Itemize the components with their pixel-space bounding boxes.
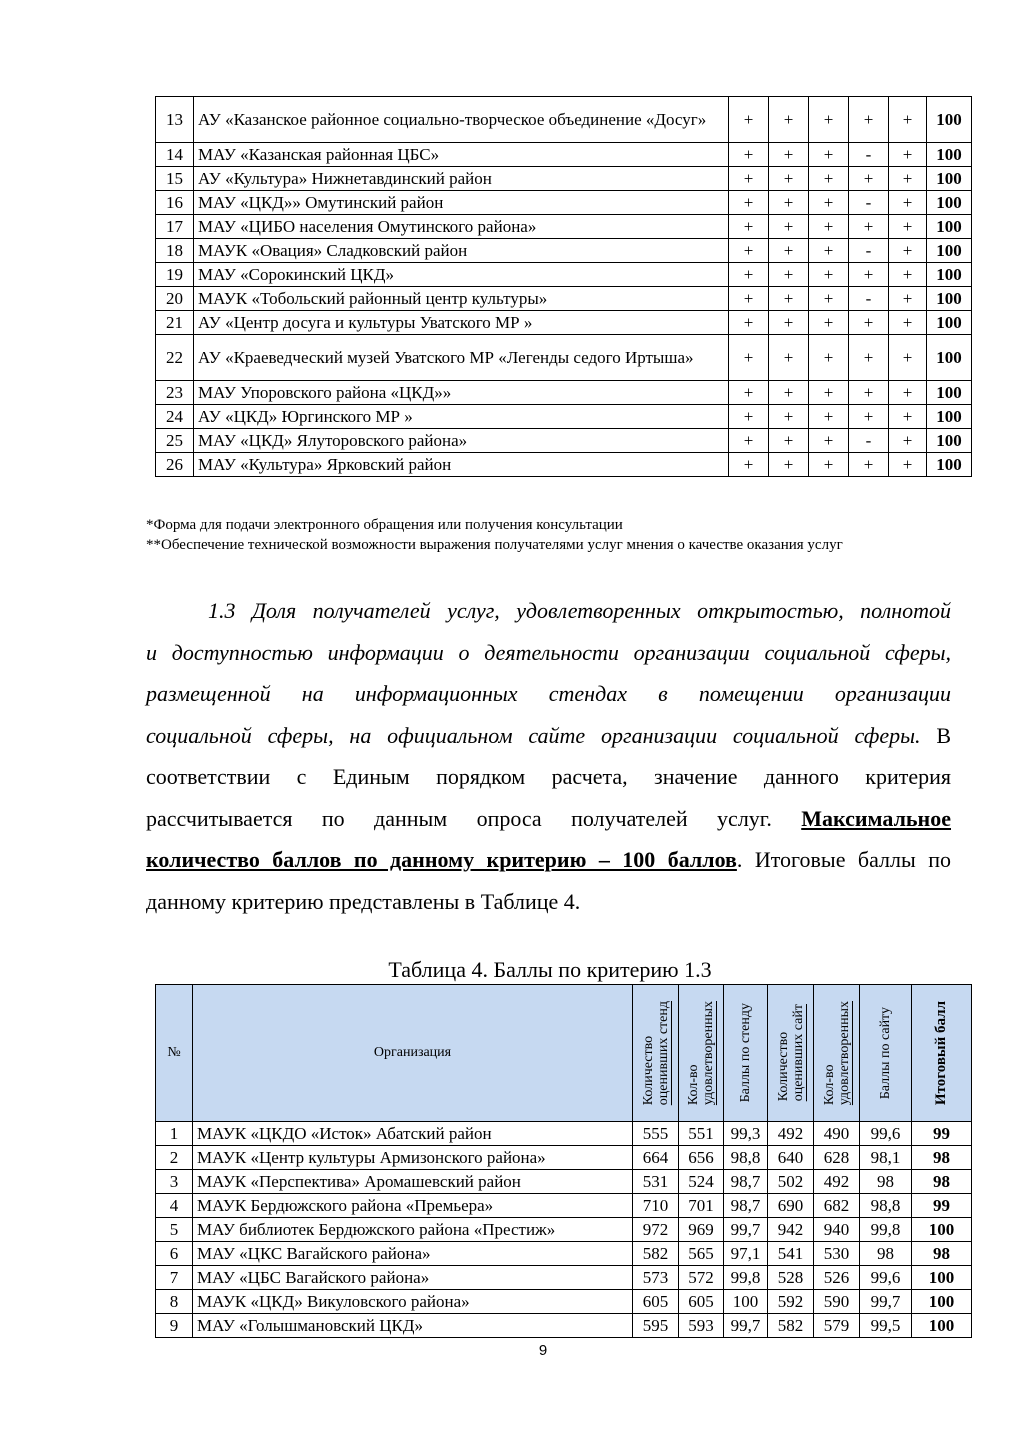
criterion-mark: + <box>849 311 889 335</box>
criteria-table-continued <box>155 96 972 477</box>
site-satisfied-cell: 490 <box>814 1122 860 1146</box>
organization-name: МАУ «Культура» Ярковский район <box>194 453 729 477</box>
row-number: 6 <box>156 1242 193 1266</box>
criterion-mark: + <box>849 453 889 477</box>
criterion-mark: + <box>849 405 889 429</box>
criterion-mark: + <box>769 287 809 311</box>
stand-score-cell: 100 <box>724 1290 768 1314</box>
stand-satisfied-cell: 701 <box>679 1194 724 1218</box>
row-number: 9 <box>156 1314 193 1338</box>
criterion-mark: + <box>729 263 769 287</box>
table-row <box>156 1242 972 1266</box>
organization-name: АУ «Культура» Нижнетавдинский район <box>194 167 729 191</box>
row-number: 1 <box>156 1122 193 1146</box>
site-score-cell: 98,8 <box>860 1194 912 1218</box>
table-row <box>156 311 972 335</box>
header-site-score: Баллы по сайту <box>860 985 912 1122</box>
criterion-mark: + <box>809 215 849 239</box>
header-stand-satisfied: Кол-во удовлетворенных <box>679 985 724 1122</box>
stand-satisfied-cell: 969 <box>679 1218 724 1242</box>
site-satisfied-cell: 628 <box>814 1146 860 1170</box>
criterion-mark: + <box>729 191 769 215</box>
organization-name: МАУК «Перспектива» Аромашевский район <box>193 1170 633 1194</box>
criterion-mark: + <box>889 239 927 263</box>
row-score: 100 <box>927 239 972 263</box>
row-number: 16 <box>156 191 194 215</box>
site-satisfied-cell: 579 <box>814 1314 860 1338</box>
row-number: 5 <box>156 1218 193 1242</box>
criterion-mark: + <box>769 215 809 239</box>
criterion-mark: + <box>809 97 849 143</box>
total-score-cell: 100 <box>912 1218 972 1242</box>
stand-satisfied-cell: 605 <box>679 1290 724 1314</box>
row-score: 100 <box>927 405 972 429</box>
table-row <box>156 405 972 429</box>
organization-name: МАУ «ЦБС Вагайского района» <box>193 1266 633 1290</box>
site-raters-cell: 942 <box>768 1218 814 1242</box>
row-score: 100 <box>927 429 972 453</box>
total-score-cell: 99 <box>912 1122 972 1146</box>
organization-name: МАУ «Сорокинский ЦКД» <box>194 263 729 287</box>
header-stand-score: Баллы по стенду <box>724 985 768 1122</box>
header-number: № <box>156 985 193 1122</box>
organization-name: МАУ «ЦКД»» Омутинский район <box>194 191 729 215</box>
site-satisfied-cell: 682 <box>814 1194 860 1218</box>
row-number: 19 <box>156 263 194 287</box>
criterion-mark: + <box>729 311 769 335</box>
table-row <box>156 453 972 477</box>
row-number: 14 <box>156 143 194 167</box>
organization-name: МАУ Упоровского района «ЦКД»» <box>194 381 729 405</box>
criterion-mark: + <box>729 405 769 429</box>
criterion-mark: + <box>769 405 809 429</box>
site-raters-cell: 640 <box>768 1146 814 1170</box>
table-row <box>156 263 972 287</box>
site-raters-cell: 690 <box>768 1194 814 1218</box>
stand-satisfied-cell: 572 <box>679 1266 724 1290</box>
criteria-table-body <box>156 97 972 477</box>
paragraph-line-5: соответствии с Единым порядком расчета, значение данного критерия <box>146 764 951 789</box>
stand-satisfied-cell: 593 <box>679 1314 724 1338</box>
paragraph-line-8: данному критерию представлены в Таблице 4. <box>146 888 581 914</box>
criterion-mark: + <box>769 453 809 477</box>
criterion-mark: + <box>809 287 849 311</box>
footnotes <box>146 515 843 555</box>
stand-score-cell: 98,7 <box>724 1170 768 1194</box>
site-raters-cell: 582 <box>768 1314 814 1338</box>
table-row <box>156 191 972 215</box>
row-number: 25 <box>156 429 194 453</box>
criterion-mark: - <box>849 429 889 453</box>
organization-name: МАУ библиотек Бердюжского района «Престиж» <box>193 1218 633 1242</box>
criterion-mark: + <box>729 381 769 405</box>
table-row <box>156 1290 972 1314</box>
stand-raters-cell: 595 <box>633 1314 679 1338</box>
criterion-mark: + <box>809 263 849 287</box>
organization-name: МАУ «ЦИБО населения Омутинского района» <box>194 215 729 239</box>
row-number: 22 <box>156 335 194 381</box>
criterion-mark: + <box>889 429 927 453</box>
table-row <box>156 1194 972 1218</box>
criterion-mark: + <box>849 167 889 191</box>
row-number: 18 <box>156 239 194 263</box>
row-number: 15 <box>156 167 194 191</box>
organization-name: МАУК «Тобольский районный центр культуры» <box>194 287 729 311</box>
site-raters-cell: 541 <box>768 1242 814 1266</box>
total-score-cell: 100 <box>912 1266 972 1290</box>
criterion-mark: + <box>889 191 927 215</box>
criterion-mark: + <box>809 167 849 191</box>
row-number: 17 <box>156 215 194 239</box>
row-number: 3 <box>156 1170 193 1194</box>
row-number: 4 <box>156 1194 193 1218</box>
total-score-cell: 100 <box>912 1314 972 1338</box>
table-row <box>156 239 972 263</box>
criterion-mark: + <box>809 191 849 215</box>
header-site-raters: Количество оценивших сайт <box>768 985 814 1122</box>
row-number: 24 <box>156 405 194 429</box>
criterion-mark: + <box>769 167 809 191</box>
table-row <box>156 1218 972 1242</box>
criterion-mark: + <box>729 239 769 263</box>
site-satisfied-cell: 530 <box>814 1242 860 1266</box>
row-score: 100 <box>927 311 972 335</box>
table-row <box>156 1122 972 1146</box>
table-row <box>156 215 972 239</box>
row-score: 100 <box>927 167 972 191</box>
site-score-cell: 98 <box>860 1170 912 1194</box>
table-row <box>156 429 972 453</box>
header-total-score: Итоговый балл <box>912 985 972 1122</box>
stand-raters-cell: 531 <box>633 1170 679 1194</box>
criterion-mark: + <box>729 453 769 477</box>
scores-table-header <box>156 985 972 1122</box>
footnote-2: **Обеспечение технической возможности выражения получателями услуг мнения о качестве оказания услуг <box>146 537 843 553</box>
criterion-mark: + <box>849 263 889 287</box>
site-raters-cell: 528 <box>768 1266 814 1290</box>
row-score: 100 <box>927 381 972 405</box>
criterion-mark: - <box>849 191 889 215</box>
table-row <box>156 1146 972 1170</box>
stand-raters-cell: 582 <box>633 1242 679 1266</box>
paragraph-line-1: 1.3 Доля получателей услуг, удовлетворенных открытостью, полнотой <box>208 598 951 623</box>
header-site-satisfied: Кол-во удовлетворенных <box>814 985 860 1122</box>
total-score-cell: 99 <box>912 1194 972 1218</box>
criterion-mark: + <box>729 167 769 191</box>
row-number: 8 <box>156 1290 193 1314</box>
header-stand-raters: Количество оценивших стенд <box>633 985 679 1122</box>
organization-name: АУ «Центр досуга и культуры Уватского МР » <box>194 311 729 335</box>
criterion-mark: + <box>769 381 809 405</box>
stand-satisfied-cell: 565 <box>679 1242 724 1266</box>
site-satisfied-cell: 492 <box>814 1170 860 1194</box>
row-number: 21 <box>156 311 194 335</box>
total-score-cell: 100 <box>912 1290 972 1314</box>
total-score-cell: 98 <box>912 1146 972 1170</box>
stand-score-cell: 99,7 <box>724 1314 768 1338</box>
stand-raters-cell: 972 <box>633 1218 679 1242</box>
organization-name: МАУК Бердюжского района «Премьера» <box>193 1194 633 1218</box>
site-satisfied-cell: 526 <box>814 1266 860 1290</box>
stand-satisfied-cell: 551 <box>679 1122 724 1146</box>
stand-score-cell: 99,3 <box>724 1122 768 1146</box>
criterion-mark: + <box>769 239 809 263</box>
row-score: 100 <box>927 97 972 143</box>
criterion-mark: + <box>889 405 927 429</box>
criterion-mark: + <box>889 97 927 143</box>
site-raters-cell: 592 <box>768 1290 814 1314</box>
criterion-mark: + <box>769 335 809 381</box>
organization-name: МАУ «Казанская районная ЦБС» <box>194 143 729 167</box>
site-score-cell: 99,6 <box>860 1266 912 1290</box>
site-score-cell: 98 <box>860 1242 912 1266</box>
table-row <box>156 381 972 405</box>
criterion-mark: + <box>809 429 849 453</box>
organization-name: МАУ «ЦКС Вагайского района» <box>193 1242 633 1266</box>
stand-score-cell: 99,7 <box>724 1218 768 1242</box>
criterion-mark: + <box>769 429 809 453</box>
criterion-mark: + <box>769 143 809 167</box>
criterion-mark: - <box>849 143 889 167</box>
site-score-cell: 98,1 <box>860 1146 912 1170</box>
criterion-paragraph <box>146 590 951 922</box>
max-score-bold-2: количество баллов по данному критерию – 100 баллов <box>146 847 737 872</box>
criterion-mark: + <box>809 335 849 381</box>
paragraph-line-3: размещенной на информационных стендах в помещении организации <box>146 681 951 706</box>
criterion-mark: + <box>849 381 889 405</box>
criterion-mark: + <box>809 143 849 167</box>
criterion-mark: + <box>729 429 769 453</box>
organization-name: МАУК «Овация» Сладковский район <box>194 239 729 263</box>
table-row <box>156 1314 972 1338</box>
criterion-mark: + <box>729 143 769 167</box>
table-row <box>156 1170 972 1194</box>
stand-raters-cell: 710 <box>633 1194 679 1218</box>
criterion-mark: + <box>889 287 927 311</box>
paragraph-line-4-rest: В <box>920 722 951 748</box>
row-score: 100 <box>927 453 972 477</box>
row-score: 100 <box>927 335 972 381</box>
site-score-cell: 99,7 <box>860 1290 912 1314</box>
site-score-cell: 99,5 <box>860 1314 912 1338</box>
row-number: 7 <box>156 1266 193 1290</box>
criterion-mark: + <box>809 453 849 477</box>
criterion-mark: + <box>849 215 889 239</box>
stand-satisfied-cell: 524 <box>679 1170 724 1194</box>
row-score: 100 <box>927 215 972 239</box>
total-score-cell: 98 <box>912 1170 972 1194</box>
criterion-mark: + <box>809 405 849 429</box>
table-row <box>156 335 972 381</box>
stand-raters-cell: 605 <box>633 1290 679 1314</box>
criterion-mark: - <box>849 239 889 263</box>
criterion-mark: + <box>769 311 809 335</box>
paragraph-line-7-rest: . Итоговые баллы по <box>736 847 951 872</box>
criterion-mark: + <box>889 381 927 405</box>
criterion-mark: + <box>889 453 927 477</box>
table-row <box>156 143 972 167</box>
organization-name: МАУ «Голышмановский ЦКД» <box>193 1314 633 1338</box>
row-score: 100 <box>927 263 972 287</box>
site-raters-cell: 502 <box>768 1170 814 1194</box>
table-row <box>156 167 972 191</box>
organization-name: МАУК «Центр культуры Армизонского района» <box>193 1146 633 1170</box>
criterion-mark: + <box>729 97 769 143</box>
criterion-mark: + <box>729 335 769 381</box>
criterion-mark: + <box>769 191 809 215</box>
organization-name: АУ «ЦКД» Юргинского МР » <box>194 405 729 429</box>
criterion-mark: + <box>809 239 849 263</box>
table-row <box>156 97 972 143</box>
stand-raters-cell: 555 <box>633 1122 679 1146</box>
criterion-mark: + <box>889 311 927 335</box>
row-number: 13 <box>156 97 194 143</box>
footnote-1: *Форма для подачи электронного обращения или получения консультации <box>146 517 623 533</box>
total-score-cell: 98 <box>912 1242 972 1266</box>
criterion-mark: + <box>889 167 927 191</box>
criterion-mark: + <box>729 287 769 311</box>
criterion-mark: + <box>889 263 927 287</box>
criterion-mark: + <box>889 335 927 381</box>
page-number: 9 <box>538 1342 548 1359</box>
site-score-cell: 99,8 <box>860 1218 912 1242</box>
criterion-mark: + <box>849 97 889 143</box>
row-number: 26 <box>156 453 194 477</box>
criterion-mark: + <box>729 215 769 239</box>
table-4-caption: Таблица 4. Баллы по критерию 1.3 <box>388 957 712 982</box>
table-row <box>156 287 972 311</box>
stand-score-cell: 97,1 <box>724 1242 768 1266</box>
organization-name: АУ «Казанское районное социально-творческое объединение «Досуг» <box>194 97 729 143</box>
criterion-mark: + <box>889 143 927 167</box>
stand-satisfied-cell: 656 <box>679 1146 724 1170</box>
row-number: 23 <box>156 381 194 405</box>
organization-name: МАУ «ЦКД» Ялуторовского района» <box>194 429 729 453</box>
header-organization: Организация <box>193 985 633 1122</box>
paragraph-line-4: социальной сферы, на официальном сайте организации социальной сферы. <box>146 722 921 748</box>
scores-table-body <box>156 1122 972 1338</box>
row-number: 2 <box>156 1146 193 1170</box>
stand-raters-cell: 664 <box>633 1146 679 1170</box>
row-score: 100 <box>927 143 972 167</box>
stand-score-cell: 98,8 <box>724 1146 768 1170</box>
site-score-cell: 99,6 <box>860 1122 912 1146</box>
row-score: 100 <box>927 191 972 215</box>
paragraph-line-2: и доступностью информации о деятельности организации социальной сферы, <box>146 639 951 665</box>
organization-name: АУ «Краеведческий музей Уватского МР «Легенды седого Иртыша» <box>194 335 729 381</box>
criterion-mark: - <box>849 287 889 311</box>
site-satisfied-cell: 590 <box>814 1290 860 1314</box>
criterion-mark: + <box>769 263 809 287</box>
site-satisfied-cell: 940 <box>814 1218 860 1242</box>
criterion-mark: + <box>809 311 849 335</box>
organization-name: МАУК «ЦКДО «Исток» Абатский район <box>193 1122 633 1146</box>
row-number: 20 <box>156 287 194 311</box>
criterion-mark: + <box>889 215 927 239</box>
criterion-mark: + <box>769 97 809 143</box>
criterion-mark: + <box>809 381 849 405</box>
table-row <box>156 1266 972 1290</box>
stand-score-cell: 99,8 <box>724 1266 768 1290</box>
scores-table <box>155 984 972 1338</box>
stand-raters-cell: 573 <box>633 1266 679 1290</box>
site-raters-cell: 492 <box>768 1122 814 1146</box>
stand-score-cell: 98,7 <box>724 1194 768 1218</box>
criterion-mark: + <box>849 335 889 381</box>
row-score: 100 <box>927 287 972 311</box>
paragraph-line-6: рассчитывается по данным опроса получателей услуг. <box>146 805 802 831</box>
max-score-bold-1: Максимальное <box>801 805 951 831</box>
organization-name: МАУК «ЦКД» Викуловского района» <box>193 1290 633 1314</box>
